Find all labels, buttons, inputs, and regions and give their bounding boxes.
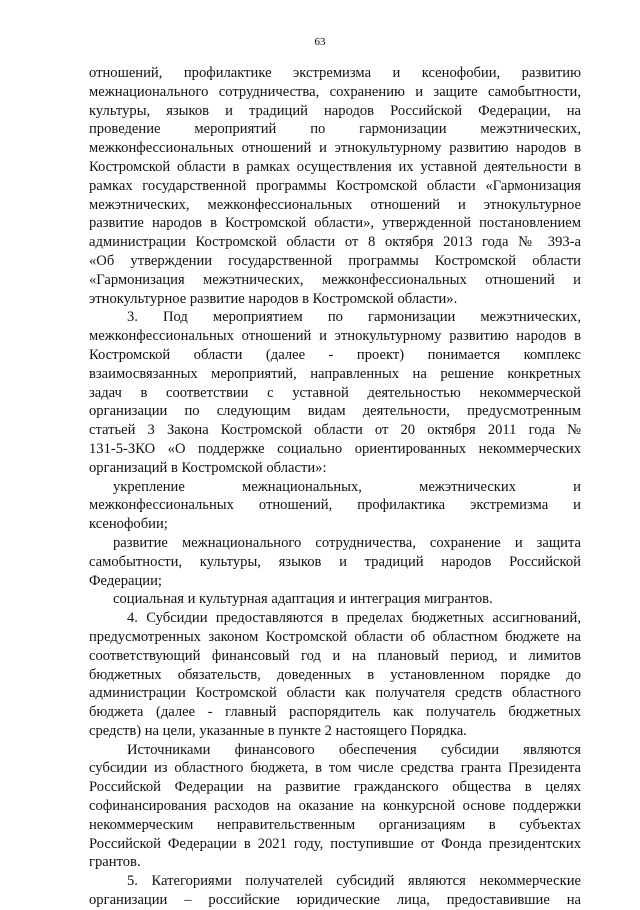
text-line: 4. Субсидии предоставляются в пределах бюджетных ассигнований,	[127, 610, 581, 627]
text-line: бюджета (далее - главный распорядитель как получатель бюджетных	[89, 704, 581, 721]
paragraph-list-item-3	[89, 590, 581, 609]
text-line: «Об утверждении государственной программы Костромской области	[89, 252, 581, 269]
text-line: бюджетных обязательств, доведенных в установленном порядке до	[89, 666, 581, 683]
text-line: Источниками финансового обеспечения субсидии являются	[127, 741, 581, 758]
paragraph-section-3	[89, 308, 581, 477]
text-line: грантов.	[89, 854, 141, 871]
page-number: 63	[314, 36, 326, 48]
text-line: межконфессиональных отношений, профилактика экстремизма и	[89, 497, 581, 514]
text-line: софинансирования расходов на оказание на конкурсной основе поддержки	[89, 798, 581, 815]
paragraph-section-4	[89, 609, 581, 741]
paragraph-list-item-1	[89, 478, 581, 534]
paragraph-funding-sources	[89, 741, 581, 873]
text-line: некоммерческим неправительственным организациям в субъектах	[89, 816, 581, 833]
text-line: организации по следующим видам деятельности, предусмотренным	[89, 403, 581, 420]
text-line: межконфессиональных отношений и этнокультурному развитию народов в	[89, 140, 581, 157]
text-line: проведение мероприятий по гармонизации межэтнических,	[89, 121, 581, 138]
text-line: задач в соответствии с уставной деятельностью некоммерческой	[89, 384, 581, 401]
document-body	[89, 64, 581, 910]
text-line: статьей 3 Закона Костромской области от 20 октября 2011 года №	[89, 422, 581, 439]
text-line: Костромской области (далее - проект) понимается комплекс	[89, 346, 581, 363]
text-line: предусмотренных законом Костромской области об областном бюджете на	[89, 628, 581, 645]
text-line: межэтнических, межконфессиональных отношений и этнокультурное	[89, 196, 581, 213]
text-line: этнокультурное развитие народов в Костромской области».	[89, 290, 458, 307]
text-line: субсидии из областного бюджета, в том числе средства гранта Президента	[89, 760, 581, 777]
text-line: организации – российские юридические лица, предоставившие на	[89, 892, 581, 909]
text-line: средств) на цели, указанные в пункте 2 настоящего Порядка.	[89, 722, 467, 739]
text-line: Российской Федерации на развитие гражданского общества в целях	[89, 779, 581, 796]
text-line: администрации Костромской области от 8 октября 2013 года № 393-а	[89, 234, 581, 251]
text-line: соответствующий финансовый год и на плановый период, и лимитов	[89, 647, 581, 664]
text-line: развитие народов в Костромской области», утвержденной постановлением	[89, 215, 581, 232]
text-line: социальная и культурная адаптация и интеграция мигрантов.	[113, 591, 493, 608]
text-line: межконфессиональных отношений и этнокультурному развитию народов в	[89, 328, 581, 345]
paragraph-list-item-2	[89, 534, 581, 590]
text-line: укрепление межнациональных, межэтнических и	[113, 478, 581, 495]
text-line: развитие межнационального сотрудничества, сохранение и защита	[113, 534, 581, 551]
text-line: «Гармонизация межэтнических, межконфессиональных отношений и	[89, 271, 581, 288]
text-line: ксенофобии;	[89, 516, 168, 533]
text-line: Федерации;	[89, 572, 162, 589]
paragraph-continued	[89, 64, 581, 308]
text-line: администрации Костромской области как получателя средств областного	[89, 685, 581, 702]
text-line: Российской Федерации в 2021 году, поступившие от Фонда президентских	[89, 835, 581, 852]
text-line: рамках государственной программы Костромской области «Гармонизация	[89, 177, 581, 194]
paragraph-section-5	[89, 872, 581, 910]
text-line: 131-5-ЗКО «О поддержке социально ориентированных некоммерческих	[89, 440, 581, 457]
text-line: самобытности, культуры, языков и традиций народов Российской	[89, 553, 581, 570]
text-line: межнационального сотрудничества, сохранению и защите самобытности,	[89, 83, 581, 100]
text-line: организаций в Костромской области»:	[89, 459, 327, 476]
text-line: 5. Категориями получателей субсидий являются некоммерческие	[127, 873, 581, 890]
text-line: культуры, языков и традиций народов Российской Федерации, на	[89, 102, 581, 119]
text-line: Костромской области в рамках осуществления их уставной деятельности в	[89, 158, 581, 175]
text-line: взаимосвязанных мероприятий, направленных на решение конкретных	[89, 365, 581, 382]
text-line: 3. Под мероприятием по гармонизации межэтнических,	[127, 309, 581, 326]
text-line: отношений, профилактике экстремизма и ксенофобии, развитию	[89, 65, 581, 81]
